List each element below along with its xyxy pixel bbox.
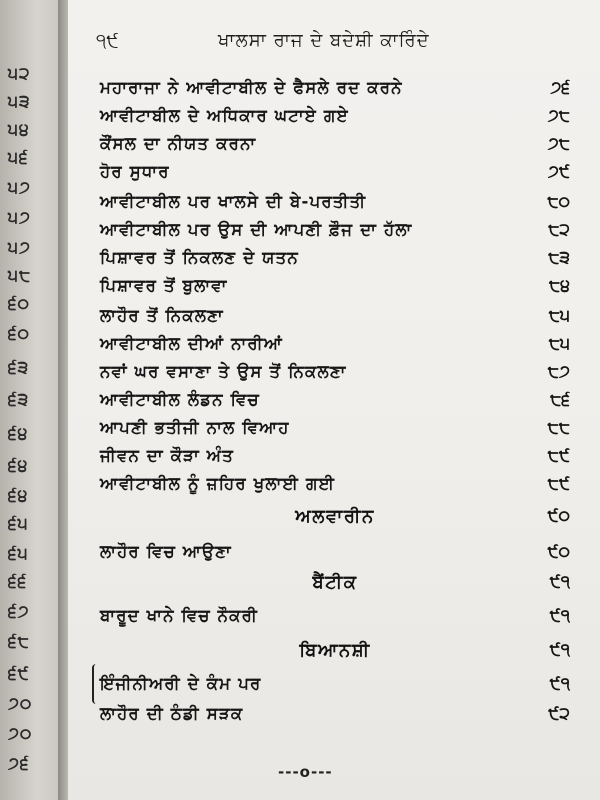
section-heading-text: ਬਿਆਨਸ਼ੀ bbox=[299, 640, 371, 661]
toc-entry bbox=[100, 390, 570, 414]
toc-entry-page: ੮੦ bbox=[547, 192, 570, 212]
left-page-number: ੬੩ bbox=[8, 358, 30, 378]
section-heading-text: ਅਲਵਾਰੀਨ bbox=[295, 506, 375, 527]
toc-entry-title: ਲਾਹੌਰ ਦੀ ਠੰਡੀ ਸੜਕ bbox=[100, 704, 244, 723]
toc-entry bbox=[100, 248, 570, 272]
toc-entry-title: ਆਵੀਟਾਬੀਲ ਪਰ ਉਸ ਦੀ ਆਪਣੀ ਫ਼ੌਜ ਦਾ ਹੱਲਾ bbox=[100, 220, 413, 239]
toc-entry-title: ਬਾਰੂਦ ਖਾਨੇ ਵਿਚ ਨੌਕਰੀ bbox=[100, 606, 259, 625]
toc-entry-title: ਆਵੀਟਾਬੀਲ ਪਰ ਖਾਲਸੇ ਦੀ ਬੇ-ਪਰਤੀਤੀ bbox=[100, 192, 367, 211]
toc-entry bbox=[100, 446, 570, 470]
toc-entry-title: ਲਾਹੌਰ ਵਿਚ ਆਉਣਾ bbox=[100, 542, 232, 561]
toc-entry-page: ੮੫ bbox=[548, 306, 570, 326]
running-title: ਖਾਲਸਾ ਰਾਜ ਦੇ ਬਦੇਸ਼ੀ ਕਾਰਿੰਦੇ bbox=[218, 30, 430, 51]
toc-entry-title: ਆਵੀਟਾਬੀਲ ਲੰਡਨ ਵਿਚ bbox=[100, 390, 260, 409]
toc-entry bbox=[100, 362, 570, 386]
left-page-number: ੭੦ bbox=[8, 694, 33, 714]
toc-entry-title: ਮਹਾਰਾਜਾ ਨੇ ਆਵੀਟਾਬੀਲ ਦੇ ਫੈਸਲੇ ਰਦ ਕਰਨੇ bbox=[100, 78, 403, 97]
toc-entry-page: ੭੮ bbox=[547, 106, 570, 126]
left-page-number: ੬੬ bbox=[8, 572, 28, 592]
toc-entry-page: ੯੧ bbox=[549, 606, 570, 626]
left-page-number: ੫੬ bbox=[8, 148, 29, 168]
toc-entry-page: ੯੨ bbox=[548, 704, 570, 724]
left-page-number: ੬੫ bbox=[8, 514, 29, 534]
left-page-number: ੬੪ bbox=[8, 424, 29, 444]
left-page-number: ੬੯ bbox=[8, 664, 30, 684]
toc-entry-page: ੮੫ bbox=[548, 334, 570, 354]
toc-entry-page: ੮੯ bbox=[547, 474, 570, 494]
left-page-number: ੬੮ bbox=[8, 632, 30, 652]
left-page-number: ੬੫ bbox=[8, 544, 29, 564]
toc-entry bbox=[100, 474, 570, 498]
section-heading-text: ਬੈਂਟੀਕ bbox=[312, 572, 358, 593]
toc-entry-title: ਆਵੀਟਾਬੀਲ ਦੇ ਅਧਿਕਾਰ ਘਟਾਏ ਗਏ bbox=[100, 106, 349, 125]
toc-entry bbox=[100, 334, 570, 358]
left-page-number: ੭੦ bbox=[8, 724, 33, 744]
left-page-number: ੬੪ bbox=[8, 486, 29, 506]
pencil-mark bbox=[92, 664, 100, 704]
toc-entry bbox=[100, 542, 570, 566]
toc-entry bbox=[100, 418, 570, 442]
left-page-number: ੫੪ bbox=[8, 120, 30, 140]
toc-entry-title: ਹੋਰ ਸੁਧਾਰ bbox=[100, 162, 170, 181]
left-page-number: ੫੨ bbox=[8, 64, 31, 84]
left-page-number: ੬੭ bbox=[8, 602, 30, 622]
left-page-number: ੬੦ bbox=[8, 324, 31, 344]
toc-entry bbox=[100, 674, 570, 698]
toc-entry-page: ੮੬ bbox=[550, 390, 570, 410]
toc-entry bbox=[100, 220, 570, 244]
page-number: ੧੯ bbox=[96, 30, 119, 52]
toc-entry-page: ੯੦ bbox=[547, 542, 570, 562]
toc-entry-title: ਆਵੀਟਾਬੀਲ ਦੀਆਂ ਨਾਰੀਆਂ bbox=[100, 334, 283, 353]
toc-entry-page: ੮੭ bbox=[547, 362, 570, 382]
toc-entry-title: ਪਿਸ਼ਾਵਰ ਤੋਂ ਬੁਲਾਵਾ bbox=[100, 276, 228, 295]
toc-entry-title: ਜੀਵਨ ਦਾ ਕੌੜਾ ਅੰਤ bbox=[100, 446, 234, 465]
toc-entry-title: ਆਪਣੀ ਭਤੀਜੀ ਨਾਲ ਵਿਆਹ bbox=[100, 418, 290, 437]
toc-entry bbox=[100, 704, 570, 728]
toc-section-heading-row bbox=[100, 640, 570, 664]
toc-entry bbox=[100, 276, 570, 300]
toc-entry bbox=[100, 162, 570, 186]
toc-entry-page: ੭੯ bbox=[547, 162, 570, 182]
left-page-number: ੫੭ bbox=[8, 178, 31, 198]
left-page-number: ੭੬ bbox=[8, 754, 30, 774]
end-ornament: ---o--- bbox=[278, 763, 333, 781]
toc-entry-title: ਨਵਾਂ ਘਰ ਵਸਾਣਾ ਤੇ ਉਸ ਤੋਂ ਨਿਕਲਣਾ bbox=[100, 362, 347, 381]
contents-page bbox=[68, 0, 600, 800]
left-page-number: ੬੩ bbox=[8, 390, 30, 410]
toc-section-heading-row bbox=[100, 506, 570, 530]
left-page-number: ੬੦ bbox=[8, 294, 31, 314]
toc-entry bbox=[100, 106, 570, 130]
left-page-number: ੫੭ bbox=[8, 208, 31, 228]
toc-entry bbox=[100, 306, 570, 330]
toc-entry-title: ਕੌਂਸਲ ਦਾ ਨੀਯਤ ਕਰਨਾ bbox=[100, 134, 257, 153]
toc-entry bbox=[100, 134, 570, 158]
left-page-number: ੫੩ bbox=[8, 92, 31, 112]
toc-entry bbox=[100, 78, 570, 102]
toc-entry-title: ਪਿਸ਼ਾਵਰ ਤੋਂ ਨਿਕਲਣ ਦੇ ਯਤਨ bbox=[100, 248, 299, 267]
toc-entry-page: ੭੬ bbox=[550, 78, 570, 98]
toc-entry-title: ਇੰਜੀਨੀਅਰੀ ਦੇ ਕੰਮ ਪਰ bbox=[100, 674, 262, 693]
section-heading bbox=[100, 506, 570, 527]
left-page-number: ੬੪ bbox=[8, 456, 29, 476]
toc-section-heading-row bbox=[100, 572, 570, 596]
toc-entry-page: ੮੯ bbox=[547, 446, 570, 466]
toc-entry-title: ਲਾਹੌਰ ਤੋਂ ਨਿਕਲਣਾ bbox=[100, 306, 224, 325]
toc-entry-page: ੯੧ bbox=[549, 572, 570, 592]
toc-entry-page: ੭੮ bbox=[547, 134, 570, 154]
left-page-number: ੫੮ bbox=[8, 266, 32, 286]
toc-entry-page: ੯੧ bbox=[549, 640, 570, 660]
toc-entry-page: ੯੧ bbox=[549, 674, 570, 694]
toc-entry bbox=[100, 192, 570, 216]
toc-entry-page: ੮੮ bbox=[547, 418, 570, 438]
previous-page-edge bbox=[0, 0, 62, 800]
toc-entry bbox=[100, 606, 570, 630]
toc-entry-page: ੮੩ bbox=[548, 248, 570, 268]
toc-entry-title: ਆਵੀਟਾਬੀਲ ਨੂੰ ਜ਼ਹਿਰ ਖੁਲਾਈ ਗਈ bbox=[100, 474, 336, 493]
section-heading bbox=[100, 640, 570, 661]
page-header bbox=[68, 30, 600, 56]
toc-entry-page: ੮੨ bbox=[548, 220, 570, 240]
toc-entry-page: ੮੪ bbox=[548, 276, 570, 296]
toc-entry-page: ੯੦ bbox=[547, 506, 570, 526]
section-heading bbox=[100, 572, 570, 593]
left-page-number: ੫੭ bbox=[8, 238, 31, 258]
